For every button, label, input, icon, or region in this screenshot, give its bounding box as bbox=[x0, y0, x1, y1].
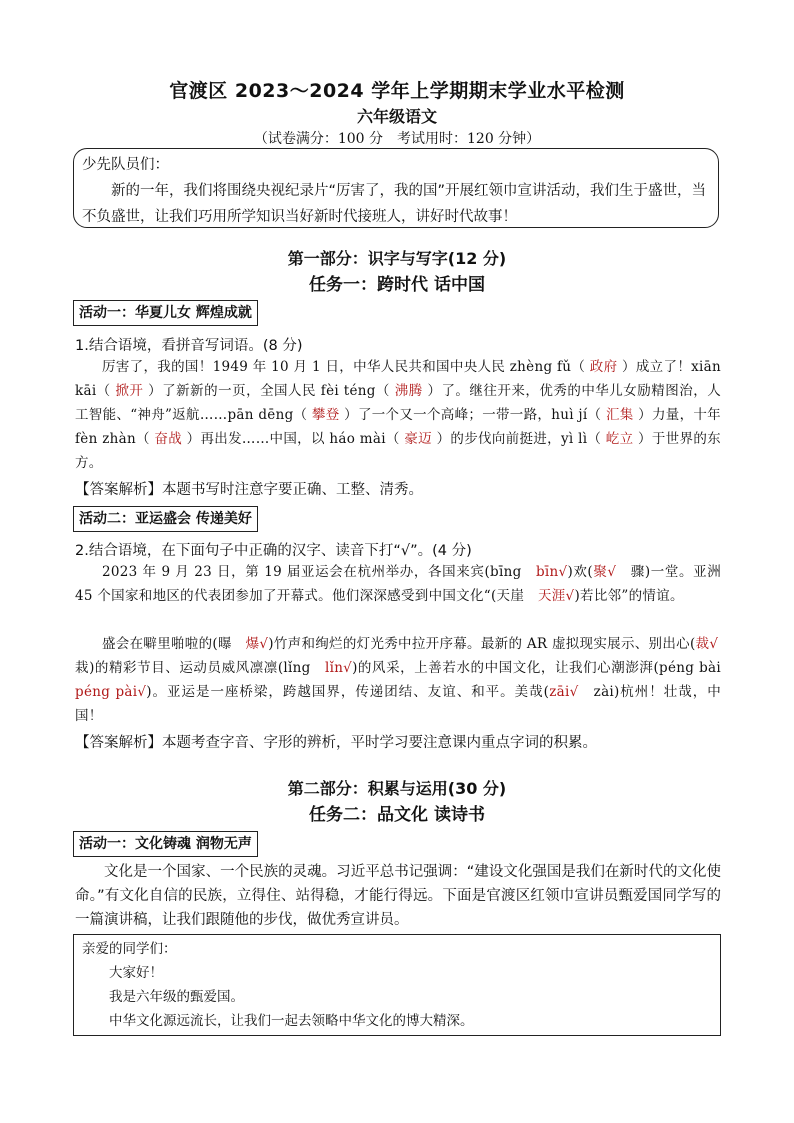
answer-text: 汇集 bbox=[605, 407, 634, 423]
part2-activity1-body: 文化是一个国家、一个民族的灵魂。习近平总书记强调：“建设文化强国是我们在新时代的文化使命。”有文化自信的民族，立得住、站得稳，才能行得远。下面是官渡区红领巾宣讲员甄爱国同学写的一篇演讲稿，让我们跟随他的步伐，做优秀宣讲员。 bbox=[75, 864, 721, 928]
passage-text: zài)杭州！壮哉，中国！ bbox=[75, 684, 721, 724]
passage-2a bbox=[75, 560, 721, 608]
answer-text: bīn√ bbox=[535, 564, 568, 580]
answer-text: 屹立 bbox=[605, 431, 634, 447]
exam-meta: （试卷满分：100 分 考试用时：120 分钟） bbox=[253, 131, 541, 147]
passage-text: ）再出发……中国，以 háo mài（ bbox=[182, 431, 405, 447]
activity1-label: 活动一：华夏儿女 辉煌成就 bbox=[73, 300, 258, 326]
answer-text: 豪迈 bbox=[404, 431, 432, 447]
passage-text: ）成立了！xiān kāi（ bbox=[75, 359, 722, 399]
speech-line-2: 大家好！ bbox=[109, 965, 163, 981]
answer-text: 攀登 bbox=[311, 407, 340, 423]
passage-text: ）了。继往开来，优秀的中华儿女励精图治，人工智能、“神舟”返航……pān dēng（ bbox=[75, 383, 721, 423]
question-1: 1.结合语境，看拼音写词语。(8 分) bbox=[75, 338, 303, 354]
passage-text: 2023 年 9 月 23 日，第 19 届亚运会在杭州举办，各国来宾(bīng bbox=[102, 564, 536, 580]
passage-text: ）于世界的东方。 bbox=[75, 431, 721, 471]
intro-greeting: 少先队员们： bbox=[82, 157, 169, 173]
passage-text: ）了新新的一页，全国人民 fèi téng（ bbox=[143, 383, 395, 399]
intro-body: 新的一年，我们将围绕央视纪录片“厉害了，我的国”开展红领巾宣讲活动，我们生于盛世，当不负盛世，让我们巧用所学知识当好新时代接班人，讲好时代故事！ bbox=[82, 183, 707, 225]
passage-text: ）的步伐向前挺进，yì lì（ bbox=[431, 431, 606, 447]
passage-text: 骤)一堂。亚洲 45 个国家和地区的代表团参加了开幕式。他们深深感受到中国文化“(天崖 bbox=[75, 564, 721, 604]
activity2-label: 活动二：亚运盛会 传递美好 bbox=[73, 506, 258, 532]
speech-box bbox=[73, 934, 721, 1036]
passage-text: )欢( bbox=[567, 564, 593, 580]
answer-text: péng pài√ bbox=[75, 684, 147, 700]
analysis-2: 【答案解析】本题考查字音、字形的辨析，平时学习要注意课内重点字词的积累。 bbox=[75, 735, 597, 751]
exam-subtitle: 六年级语文 bbox=[356, 107, 437, 126]
passage-2b bbox=[75, 632, 735, 728]
passage-1 bbox=[75, 355, 721, 475]
intro-box bbox=[73, 148, 719, 228]
question-2: 2.结合语境，在下面句子中正确的汉字、读音下打“√”。(4 分) bbox=[75, 543, 472, 559]
analysis-1: 【答案解析】本题书写时注意字要正确、工整、清秀。 bbox=[75, 482, 423, 498]
part1-task: 任务一：跨时代 话中国 bbox=[309, 275, 485, 295]
part2-task: 任务二：品文化 读诗书 bbox=[309, 805, 485, 825]
passage-text: )的风采，上善若水的中国文化，让我们心潮澎湃(péng bài bbox=[352, 660, 735, 676]
passage-text: ）力量，十年 fèn zhàn（ bbox=[75, 407, 721, 447]
part1-heading: 第一部分：识字与写字(12 分) bbox=[287, 249, 507, 268]
exam-title: 官渡区 2023～2024 学年上学期期末学业水平检测 bbox=[169, 80, 625, 102]
passage-text: )。亚运是一座桥梁，跨越国界，传递团结、友谊、和平。美哉( bbox=[146, 684, 550, 700]
answer-text: zāi√ bbox=[549, 684, 579, 700]
passage-text: 厉害了，我的国！1949 年 10 月 1 日，中华人民共和国中央人民 zhèng fǔ（ bbox=[102, 359, 590, 375]
answer-text: 掀开 bbox=[115, 383, 144, 399]
answer-text: 沸腾 bbox=[394, 383, 423, 399]
answer-text: 奋战 bbox=[154, 431, 183, 447]
passage-text: 盛会在噼里啪啦的(曝 bbox=[102, 636, 246, 652]
passage-text: )竹声和绚烂的灯光秀中拉开序幕。最新的 AR 虚拟现实展示、别出心( bbox=[268, 636, 696, 652]
passage-text: 栽)的精彩节目、运动员威风凛凛(lǐng bbox=[75, 636, 733, 676]
part2-heading: 第二部分：积累与运用(30 分) bbox=[287, 779, 507, 798]
part2-activity1-label: 活动一：文化铸魂 润物无声 bbox=[73, 831, 258, 857]
answer-text: 聚√ bbox=[593, 564, 617, 580]
answer-text: lǐn√ bbox=[324, 660, 353, 676]
speech-line-3: 我是六年级的甄爱国。 bbox=[109, 989, 244, 1005]
speech-line-4: 中华文化源远流长，让我们一起去领略中华文化的博大精深。 bbox=[109, 1013, 474, 1029]
answer-text: 天涯√ bbox=[537, 588, 575, 604]
passage-text: ）了一个又一个高峰；一带一路，huì jí（ bbox=[339, 407, 606, 423]
answer-text: 裁√ bbox=[695, 636, 719, 652]
speech-line-1: 亲爱的同学们： bbox=[82, 941, 177, 957]
answer-text: 政府 bbox=[589, 359, 618, 375]
passage-text: )若比邻”的情谊。 bbox=[574, 588, 684, 604]
answer-text: 爆√ bbox=[245, 636, 269, 652]
